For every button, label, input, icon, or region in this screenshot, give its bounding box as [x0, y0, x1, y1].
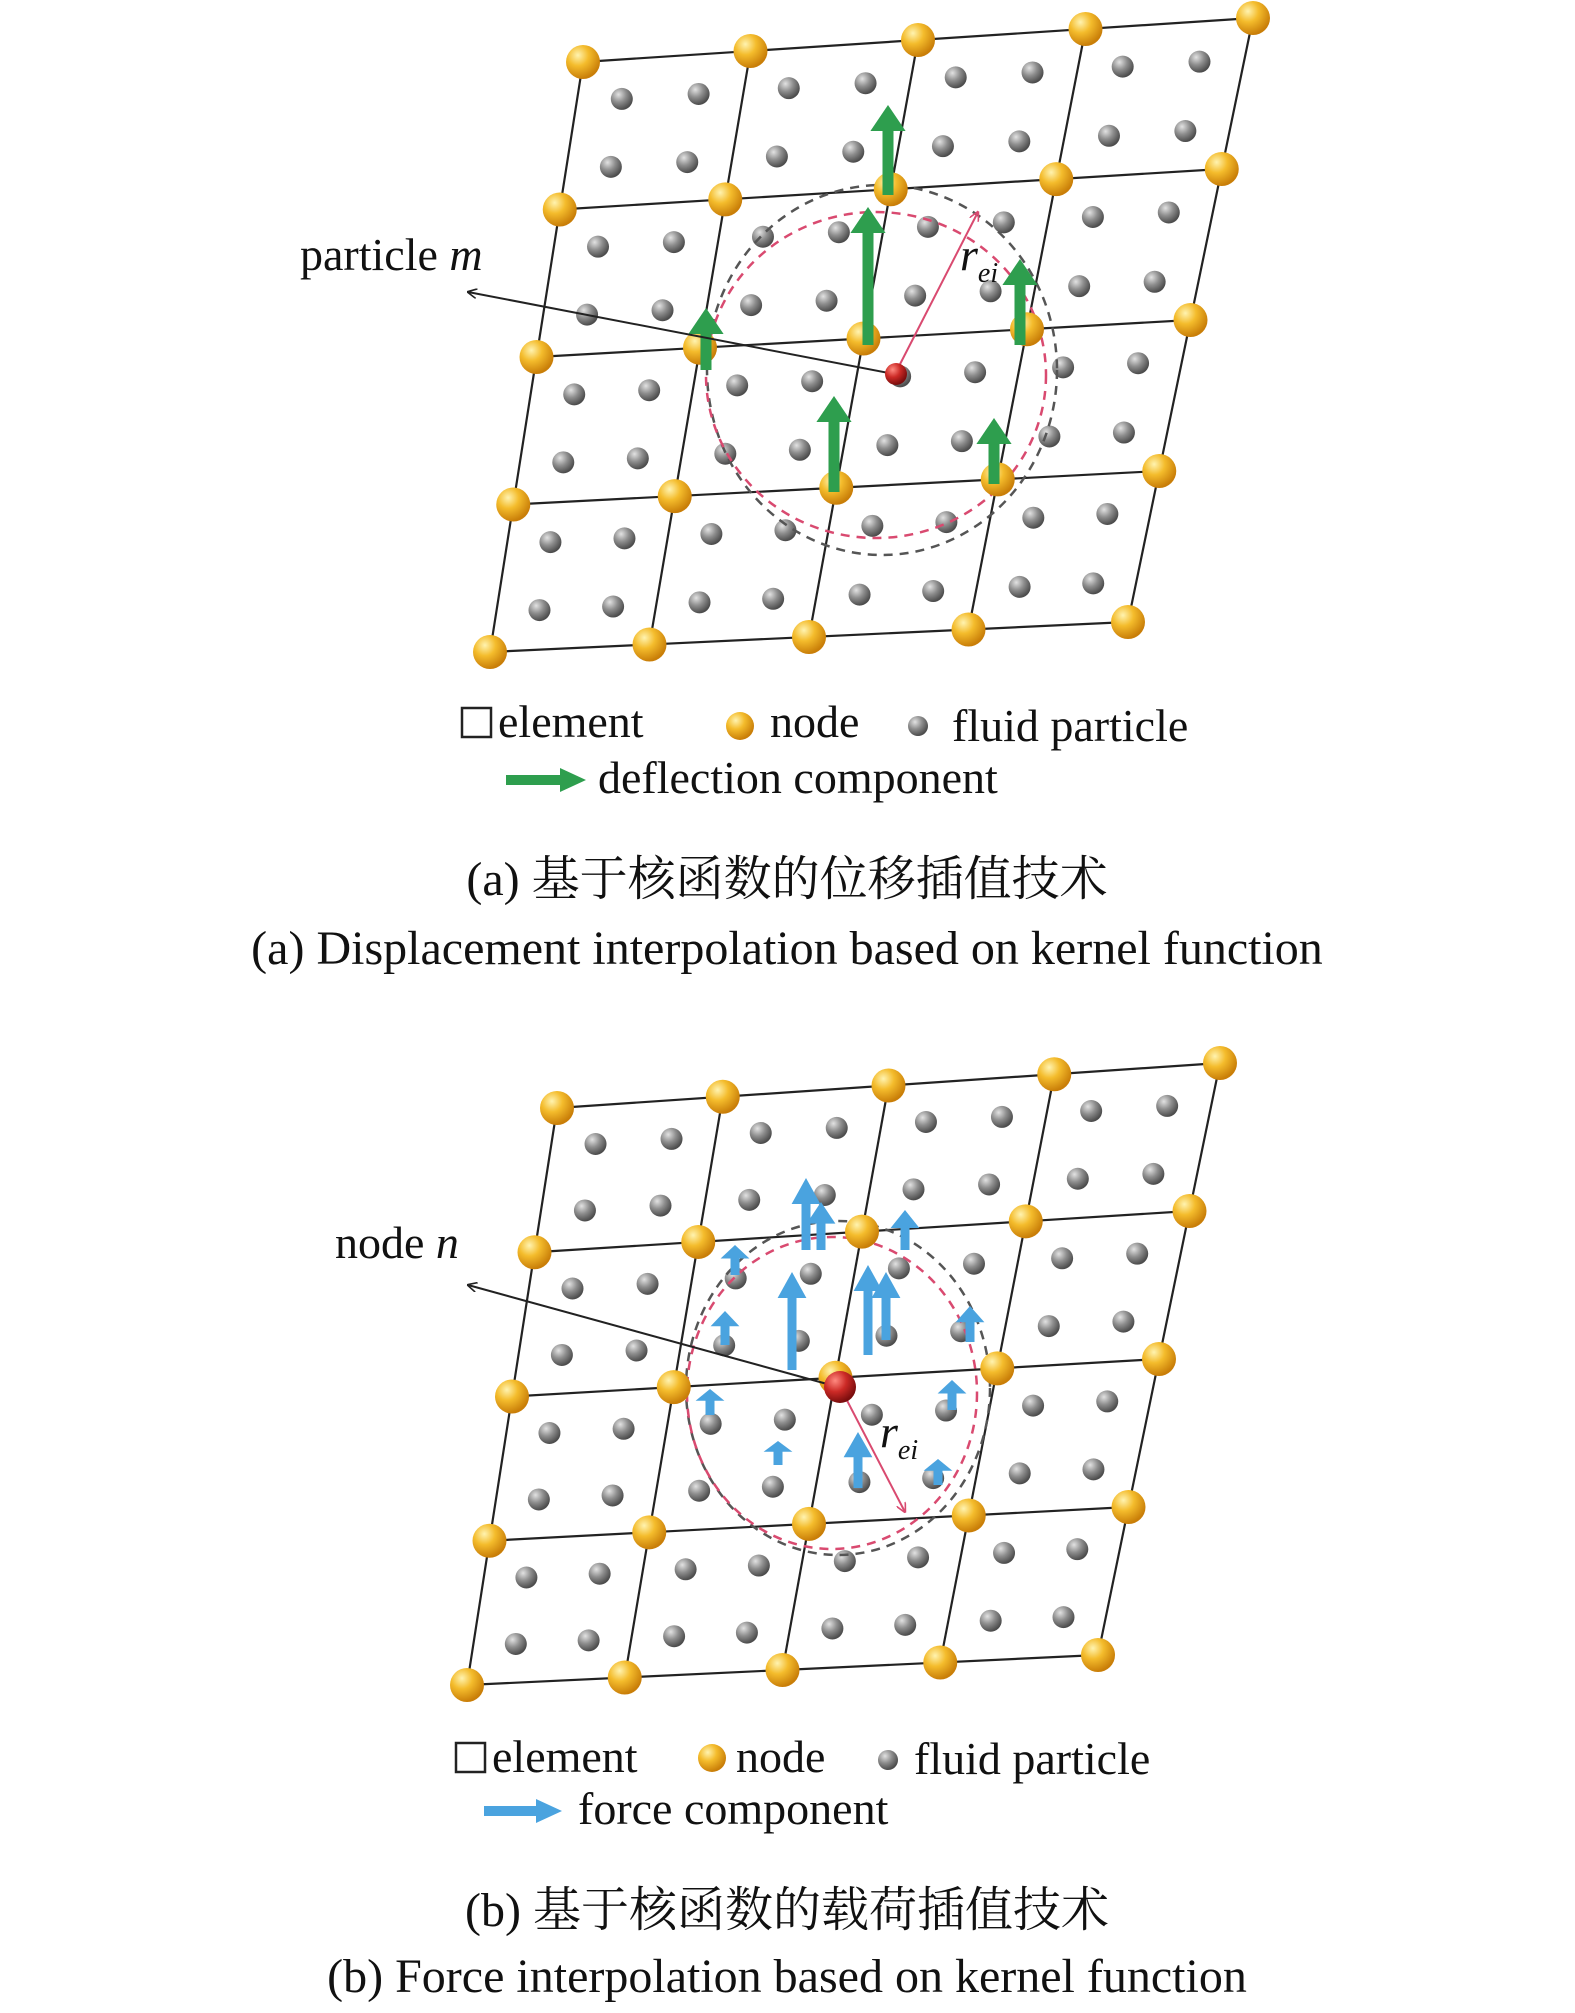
mesh-node: [706, 1080, 740, 1114]
mesh-node: [496, 488, 530, 522]
fluid-particle: [1096, 503, 1118, 525]
caption-cn: (b) 基于核函数的载荷插值技术: [465, 1884, 1109, 1937]
fluid-particle: [700, 1413, 722, 1435]
force-arrow-head: [891, 1210, 920, 1228]
fluid-particle: [602, 1484, 624, 1506]
mesh-node: [633, 628, 667, 662]
mesh-node: [1081, 1638, 1115, 1672]
fluid-particle: [1082, 1458, 1104, 1480]
deflection-arrow-head: [816, 396, 851, 422]
fluid-particle: [762, 588, 784, 610]
fluid-particle: [611, 88, 633, 110]
fluid-particle: [578, 1629, 600, 1651]
fluid-particle: [1080, 1100, 1102, 1122]
force-arrow: [966, 1321, 975, 1342]
particle-m-dot: [885, 363, 907, 385]
caption-en: (b) Force interpolation based on kernel function: [327, 1950, 1247, 2003]
fluid-particle: [700, 523, 722, 545]
fluid-particle: [587, 236, 609, 258]
fluid-particle: [978, 1173, 1000, 1195]
fluid-particle: [849, 584, 871, 606]
fluid-particle: [726, 374, 748, 396]
fluid-particle: [1038, 1315, 1060, 1337]
mesh-node: [658, 479, 692, 513]
force-arrow: [802, 1203, 811, 1250]
node-n-dot: [824, 1371, 856, 1403]
legend: [456, 1731, 1150, 1834]
fluid-particle: [778, 77, 800, 99]
fluid-particle: [904, 285, 926, 307]
fluid-particle: [1052, 356, 1074, 378]
fluid-particle: [688, 83, 710, 105]
force-arrow-head: [711, 1311, 740, 1326]
fluid-particle: [538, 1422, 560, 1444]
caption-en: (a) Displacement interpolation based on kernel function: [251, 922, 1323, 975]
deflection-arrow: [883, 130, 894, 195]
mesh-node: [608, 1661, 642, 1695]
fluid-particle: [689, 591, 711, 613]
deflection-arrow: [829, 421, 840, 492]
fluid-particle: [663, 231, 685, 253]
fluid-particle: [816, 290, 838, 312]
mesh-node: [450, 1668, 484, 1702]
mesh-node: [566, 45, 600, 79]
force-arrow: [901, 1227, 910, 1250]
force-arrow: [948, 1393, 957, 1411]
fluid-particle: [1188, 51, 1210, 73]
mesh-node: [952, 613, 986, 647]
mesh-node: [632, 1515, 666, 1549]
fluid-particle: [1067, 1168, 1089, 1190]
mesh-node: [1205, 152, 1239, 186]
panel-b: [327, 1046, 1247, 2003]
legend-arrow-label: force component: [578, 1783, 889, 1834]
mesh-node: [792, 620, 826, 654]
fluid-particle: [1082, 572, 1104, 594]
pointer-label: particle m: [300, 229, 483, 280]
mesh-node: [520, 340, 554, 374]
mesh-node: [952, 1498, 986, 1532]
force-arrow: [864, 1290, 873, 1355]
fluid-particle: [915, 1111, 937, 1133]
fluid-particle: [963, 1253, 985, 1275]
fluid-particle: [1126, 1243, 1148, 1265]
legend-element-label: element: [498, 696, 644, 747]
fluid-particle: [964, 361, 986, 383]
fluid-particle: [626, 1340, 648, 1362]
fluid-particle: [505, 1633, 527, 1655]
fluid-particle: [766, 146, 788, 168]
mesh-node: [1037, 1057, 1071, 1091]
fluid-particle: [676, 151, 698, 173]
fluid-particle: [1068, 275, 1090, 297]
fluid-particle: [561, 1277, 583, 1299]
fluid-particle: [1022, 61, 1044, 83]
fluid-particle: [1174, 120, 1196, 142]
fluid-particle: [834, 1550, 856, 1572]
mesh-node: [681, 1225, 715, 1259]
fluid-particle: [1112, 56, 1134, 78]
force-arrow: [721, 1325, 730, 1345]
deflection-arrow: [1015, 284, 1026, 345]
force-arrow-head: [696, 1389, 725, 1401]
force-arrow: [817, 1223, 826, 1250]
mesh-node: [1112, 1490, 1146, 1524]
fluid-particle: [861, 515, 883, 537]
mesh-node: [1174, 303, 1208, 337]
legend-node-label: node: [736, 1731, 826, 1782]
fluid-particle: [714, 443, 736, 465]
fluid-particle: [801, 370, 823, 392]
fluid-particle: [627, 447, 649, 469]
fluid-particle: [539, 531, 561, 553]
legend-fluid-label: fluid particle: [952, 700, 1189, 751]
legend-node-swatch: [726, 712, 754, 740]
legend: [462, 696, 1188, 803]
fluid-particle: [828, 221, 850, 243]
fluid-particle: [1098, 125, 1120, 147]
fluid-particle: [935, 511, 957, 533]
mesh-node: [473, 635, 507, 669]
mesh-node: [872, 1069, 906, 1103]
fluid-particle: [750, 1122, 772, 1144]
fluid-particle: [551, 1344, 573, 1366]
legend-fluid-label: fluid particle: [914, 1733, 1151, 1784]
radius-label: $r_{ei}$: [880, 1406, 919, 1466]
fluid-particle: [842, 141, 864, 163]
caption-cn: (a) 基于核函数的位移插值技术: [466, 853, 1108, 906]
legend-fluid-swatch: [878, 1750, 898, 1770]
fluid-particle: [762, 1476, 784, 1498]
fluid-particle: [1158, 201, 1180, 223]
mesh-node: [734, 34, 768, 68]
legend-element-swatch: [462, 708, 491, 737]
fluid-particle: [637, 1273, 659, 1295]
force-arrow: [706, 1400, 715, 1415]
mesh-node: [473, 1524, 507, 1558]
fluid-particle: [752, 226, 774, 248]
fluid-particle: [552, 451, 574, 473]
radius-label: $r_{ei}$: [960, 229, 999, 289]
fluid-particle: [1096, 1390, 1118, 1412]
force-arrow-head: [924, 1459, 953, 1471]
fluid-particle: [688, 1480, 710, 1502]
legend-fluid-swatch: [908, 716, 928, 736]
fluid-particle: [1144, 271, 1166, 293]
mesh-node: [792, 1507, 826, 1541]
legend-node-swatch: [698, 1744, 726, 1772]
mesh-node: [923, 1646, 957, 1680]
fluid-particle: [652, 299, 674, 321]
fluid-particle: [993, 211, 1015, 233]
mesh-node: [1203, 1046, 1237, 1080]
fluid-particle: [922, 580, 944, 602]
fluid-particle: [740, 294, 762, 316]
fluid-particle: [1156, 1095, 1178, 1117]
fluid-particle: [800, 1263, 822, 1285]
fluid-particle: [585, 1133, 607, 1155]
fluid-particle: [1051, 1247, 1073, 1269]
fluid-particle: [1082, 206, 1104, 228]
fluid-particle: [1038, 426, 1060, 448]
force-arrow-head: [807, 1202, 836, 1224]
force-arrow-head: [938, 1380, 967, 1394]
panel-a: [251, 1, 1323, 975]
fluid-particle: [894, 1614, 916, 1636]
legend-node-label: node: [770, 696, 860, 747]
mesh-node: [1236, 1, 1270, 35]
fluid-particle: [600, 156, 622, 178]
fluid-particle: [748, 1555, 770, 1577]
fluid-particle: [528, 1488, 550, 1510]
mesh-node: [708, 182, 742, 216]
fluid-particle: [991, 1106, 1013, 1128]
fluid-particle: [826, 1117, 848, 1139]
fluid-particle: [821, 1617, 843, 1639]
fluid-particle: [602, 596, 624, 618]
fluid-particle: [515, 1566, 537, 1588]
fluid-particle: [1127, 352, 1149, 374]
force-arrow: [774, 1451, 783, 1465]
fluid-particle: [1052, 1606, 1074, 1628]
force-arrow: [731, 1258, 740, 1276]
fluid-particle: [675, 1558, 697, 1580]
fluid-particle: [951, 430, 973, 452]
fluid-particle: [945, 66, 967, 88]
force-arrow: [882, 1297, 891, 1340]
mesh-node: [1173, 1194, 1207, 1228]
legend-element-label: element: [492, 1731, 638, 1782]
fluid-particle: [1008, 130, 1030, 152]
mesh-node: [1111, 605, 1145, 639]
legend-arrow-swatch: [484, 1799, 562, 1823]
fluid-particle: [650, 1195, 672, 1217]
pointer-label: node n: [335, 1217, 459, 1268]
force-arrow: [854, 1456, 863, 1488]
force-arrow-head: [721, 1245, 750, 1259]
mesh-node: [980, 1351, 1014, 1385]
mesh-node: [901, 23, 935, 57]
mesh-node: [495, 1380, 529, 1414]
legend-element-swatch: [456, 1743, 485, 1772]
fluid-particle: [574, 1199, 596, 1221]
mesh-node: [1039, 162, 1073, 196]
fluid-particle: [638, 379, 660, 401]
mesh-node: [657, 1370, 691, 1404]
mesh-node: [540, 1091, 574, 1125]
mesh-node: [766, 1653, 800, 1687]
fluid-particle: [1022, 507, 1044, 529]
force-arrow-head: [844, 1432, 873, 1457]
mesh-node: [1142, 454, 1176, 488]
fluid-particle: [1009, 1462, 1031, 1484]
fluid-particle: [1066, 1538, 1088, 1560]
fluid-particle: [738, 1189, 760, 1211]
fluid-particle: [613, 1418, 635, 1440]
legend-arrow-label: deflection component: [598, 752, 998, 803]
mesh-node: [518, 1235, 552, 1269]
fluid-particle: [1113, 422, 1135, 444]
deflection-arrow-head: [688, 308, 723, 334]
fluid-particle: [907, 1546, 929, 1568]
fluid-particle: [932, 135, 954, 157]
fluid-particle: [1022, 1395, 1044, 1417]
fluid-particle: [563, 383, 585, 405]
fluid-particle: [1112, 1311, 1134, 1333]
fluid-particle: [855, 72, 877, 94]
pointer-line: [468, 1285, 838, 1387]
fluid-particle: [789, 439, 811, 461]
legend-arrow-swatch: [506, 768, 586, 792]
mesh-node: [1009, 1204, 1043, 1238]
fluid-particle: [903, 1178, 925, 1200]
fluid-particle: [661, 1128, 683, 1150]
fluid-particle: [528, 599, 550, 621]
mesh-node: [845, 1215, 879, 1249]
deflection-arrow-head: [870, 105, 905, 131]
fluid-particle: [993, 1542, 1015, 1564]
force-arrow-head: [764, 1441, 793, 1452]
force-arrows: [696, 1178, 985, 1488]
fluid-particle: [1142, 1163, 1164, 1185]
fluid-particle: [876, 434, 898, 456]
fluid-particle: [980, 1610, 1002, 1632]
fluid-particle: [663, 1625, 685, 1647]
mesh-node: [1069, 12, 1103, 46]
fluid-particle: [736, 1622, 758, 1644]
fluid-particle: [589, 1563, 611, 1585]
fluid-particle: [1009, 576, 1031, 598]
deflection-arrow: [989, 443, 1000, 484]
force-arrow: [788, 1297, 797, 1370]
force-arrow-head: [956, 1306, 985, 1322]
fluid-particle: [613, 527, 635, 549]
mesh-node: [543, 193, 577, 227]
deflection-arrow: [863, 232, 874, 345]
mesh-node: [1142, 1342, 1176, 1376]
force-arrow: [934, 1470, 943, 1485]
fluid-particle: [774, 1409, 796, 1431]
